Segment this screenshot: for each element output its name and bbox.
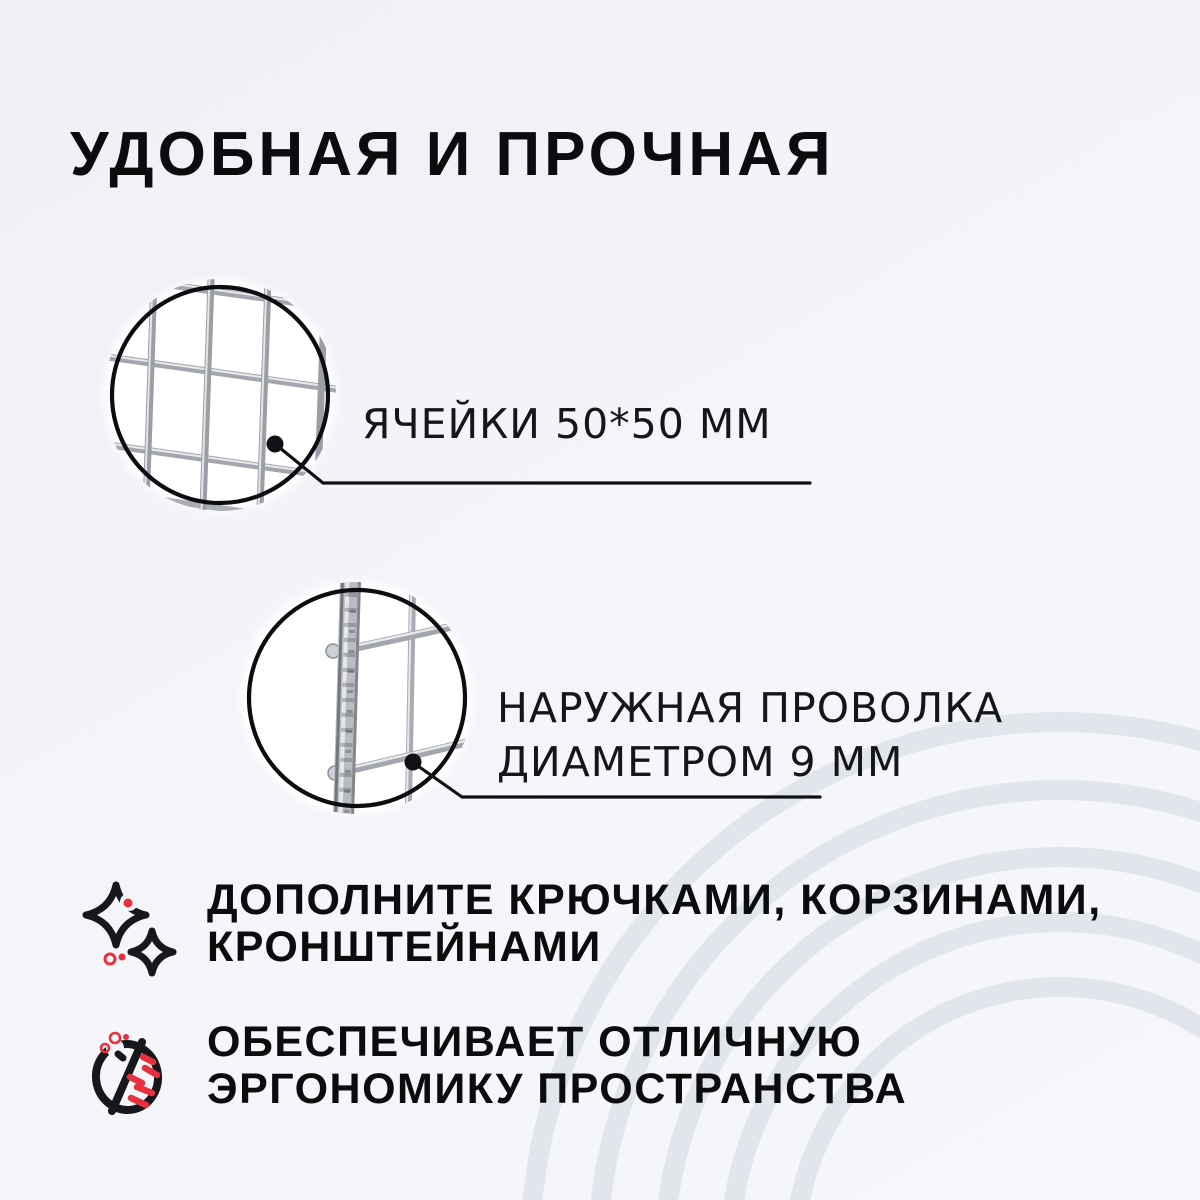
wire-post-photo-circle <box>237 578 477 818</box>
callout-label-wire-line2: ДИАМЕТРОМ 9 ММ <box>497 738 904 786</box>
feature1-line2: КРОНШТЕЙНАМИ <box>207 923 602 971</box>
feature2-line1: ОБЕСПЕЧИВАЕТ ОТЛИЧНУЮ <box>207 1018 863 1066</box>
feature2-line2: ЭРГОНОМИКУ ПРОСТРАНСТВА <box>207 1065 908 1113</box>
sparkles-icon <box>78 878 178 978</box>
feature1-text <box>207 877 1102 971</box>
coffee-bean-icon <box>78 1030 178 1130</box>
mesh-photo-circle <box>100 275 340 515</box>
leader-line-cells <box>280 448 810 483</box>
callout-label-wire-line1: НАРУЖНАЯ ПРОВОЛКА <box>497 684 1004 732</box>
callout-label-cells: ЯЧЕЙКИ 50*50 ММ <box>362 400 772 448</box>
feature1-line1: ДОПОЛНИТЕ КРЮЧКАМИ, КОРЗИНАМИ, <box>207 876 1102 924</box>
feature2-text <box>207 1019 907 1113</box>
page-title: УДОБНАЯ И ПРОЧНАЯ <box>70 120 835 189</box>
callout-label-wire <box>497 681 1003 789</box>
